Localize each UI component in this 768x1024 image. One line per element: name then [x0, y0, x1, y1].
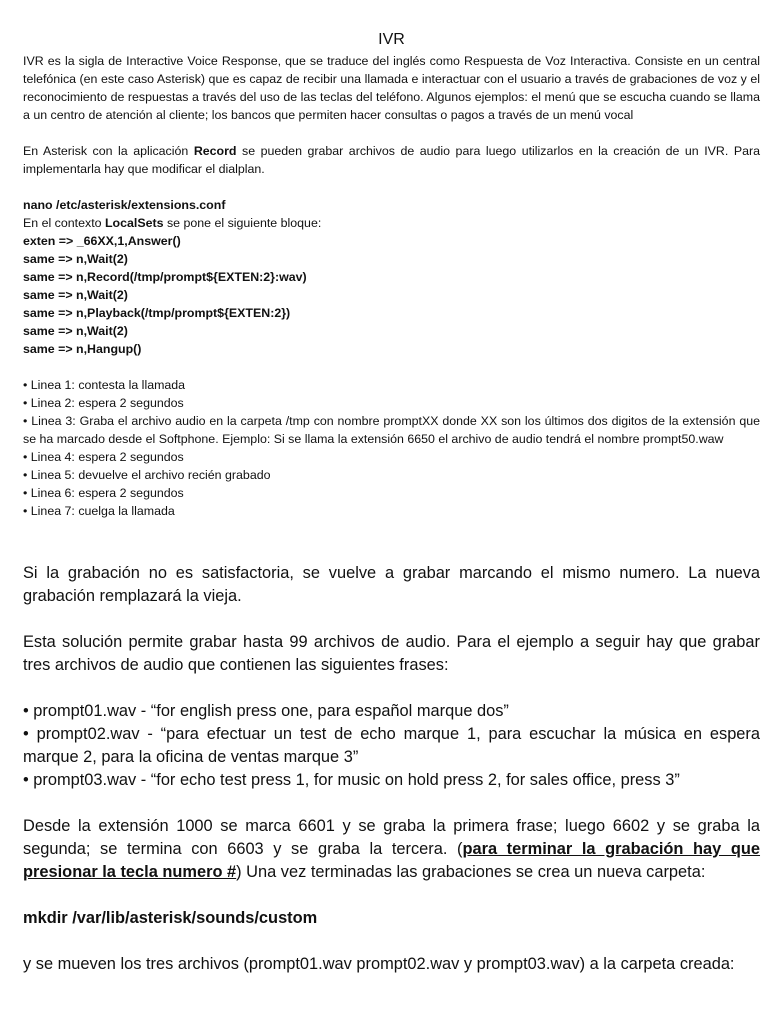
prompt-item: • prompt01.wav - “for english press one, para español marque dos” — [23, 702, 509, 720]
record-steps-paragraph — [23, 815, 760, 884]
nano-command: nano /etc/asterisk/extensions.conf — [23, 198, 226, 212]
large-text-section — [23, 562, 760, 976]
document-page — [23, 30, 760, 976]
code-line: exten => _66XX,1,Answer() — [23, 234, 181, 248]
record-text-pre: En Asterisk con la aplicación — [23, 144, 194, 158]
line-note: • Linea 3: Graba el archivo audio en la carpeta /tmp con nombre promptXX donde XX son los últimos dos digitos de la extensión que se ha marcado desde el Softphone. Ejemplo: Si se llama la extensión 6650 el archivo de audio tendrá el nombre prompt50.waw — [23, 414, 760, 446]
code-line: same => n,Wait(2) — [23, 252, 128, 266]
code-line: same => n,Hangup() — [23, 342, 142, 356]
context-name: LocalSets — [104, 216, 164, 230]
move-paragraph: y se mueven los tres archivos (prompt01.wav prompt02.wav y prompt03.wav) a la carpeta creada: — [23, 955, 735, 973]
record-app-name: Record — [193, 144, 237, 158]
record-paragraph — [23, 142, 760, 178]
line-note: • Linea 4: espera 2 segundos — [23, 450, 184, 464]
prompt-item: • prompt02.wav - “para efectuar un test de echo marque 1, para escuchar la música en espera marque 2, para la oficina de ventas marque 3” — [23, 725, 760, 766]
context-pre: En el contexto — [23, 216, 105, 230]
small-text-section — [23, 52, 760, 520]
code-line: same => n,Wait(2) — [23, 324, 128, 338]
code-line: same => n,Record(/tmp/prompt${EXTEN:2}:wav) — [23, 270, 307, 284]
retry-paragraph: Si la grabación no es satisfactoria, se vuelve a grabar marcando el mismo numero. La nueva grabación remplazará la vieja. — [23, 564, 760, 605]
line-note: • Linea 5: devuelve el archivo recién grabado — [23, 468, 271, 482]
page-title: IVR — [378, 31, 405, 48]
line-note: • Linea 1: contesta la llamada — [23, 378, 186, 392]
record-steps-emphasis: para terminar la grabación hay que presionar la tecla numero # — [23, 840, 761, 881]
solution-paragraph: Esta solución permite grabar hasta 99 archivos de audio. Para el ejemplo a seguir hay que grabar tres archivos de audio que contienen las siguientes frases: — [23, 633, 760, 674]
line-note: • Linea 7: cuelga la llamada — [23, 504, 175, 518]
mkdir-command: mkdir /var/lib/asterisk/sounds/custom — [23, 909, 318, 927]
prompt-item: • prompt03.wav - “for echo test press 1, for music on hold press 2, for sales office, press 3” — [23, 771, 680, 789]
line-note: • Linea 6: espera 2 segundos — [23, 486, 184, 500]
code-line: same => n,Wait(2) — [23, 288, 128, 302]
record-steps-post: ) Una vez terminadas las grabaciones se crea un nueva carpeta: — [236, 863, 706, 881]
context-line — [23, 214, 760, 232]
record-text-post: se pueden grabar archivos de audio para luego utilizarlos en la creación de un IVR. Para implementarla hay que modificar el dialplan. — [23, 144, 760, 176]
record-steps-pre: Desde la extensión 1000 se marca 6601 y se graba la primera frase; luego 6602 y se graba la segunda; se termina con 6603 y se graba la tercera. ( — [23, 817, 760, 858]
context-post: se pone el siguiente bloque: — [163, 216, 322, 230]
code-line: same => n,Playback(/tmp/prompt${EXTEN:2}) — [23, 306, 291, 320]
intro-paragraph: IVR es la sigla de Interactive Voice Response, que se traduce del inglés como Respuesta de Voz Interactiva. Consiste en un central telefónica (en este caso Asterisk) que es capaz de recibir una llamada e interactuar con el usuario a través de grabaciones de voz y el reconocimiento de respuestas a través del uso de las teclas del teléfono. Algunos ejemplos: el menú que se escucha cuando se llama a un centro de atención al cliente; los bancos que permiten hacer consultas o pagos a través de un menú vocal — [23, 54, 760, 122]
line-note: • Linea 2: espera 2 segundos — [23, 396, 184, 410]
